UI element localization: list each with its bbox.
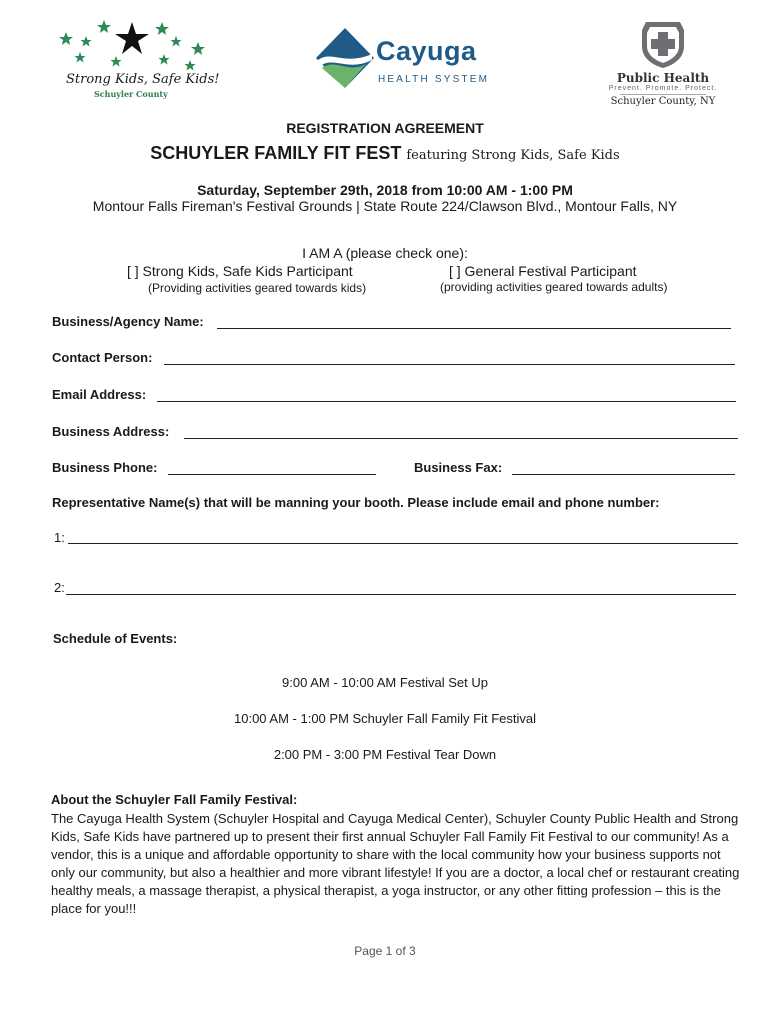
contact-person-field[interactable]	[164, 364, 735, 365]
schedule-title: Schedule of Events:	[53, 631, 178, 646]
shield-cross-icon	[638, 18, 688, 70]
business-fax-field[interactable]	[512, 474, 735, 475]
representative-1-label: 1:	[54, 530, 65, 545]
about-body: The Cayuga Health System (Schuyler Hospital and Cayuga Medical Center), Schuyler County Public Health and Strong Kids, Safe Kids have partnered up to present their first annual Schuyler Fall Family Fit Festival to our community! As a vendor, this is a unique and affordable opportunity to share with the local community how your business supports not only our community, but also a healthier and more vibrant lifestyle! If you are a doctor, a local chef or restaurant creating healthy meals, a massage therapist, a physical therapist, a yoga instructor, or any other fitting profession – this is the place for you!!!	[51, 811, 740, 916]
representative-2-label: 2:	[54, 580, 65, 595]
page-number: Page 1 of 3	[354, 944, 416, 958]
public-health-tagline: Prevent. Promote. Protect.	[608, 85, 718, 92]
event-name: SCHUYLER FAMILY FIT FEST	[150, 143, 402, 163]
representatives-instruction: Representative Name(s) that will be manning your booth. Please include email and phone number:	[52, 495, 660, 510]
stars-icon	[52, 18, 212, 74]
participant-prompt: I AM A (please check one):	[302, 245, 468, 261]
schedule-event-2: 10:00 AM - 1:00 PM Schuyler Fall Family Fit Festival	[234, 711, 536, 726]
contact-person-label: Contact Person:	[52, 350, 153, 365]
schedule-event-3: 2:00 PM - 3:00 PM Festival Tear Down	[273, 747, 497, 762]
cayuga-wave-icon	[314, 26, 376, 90]
cayuga-logo	[314, 24, 494, 92]
representative-2-field[interactable]	[66, 594, 736, 595]
business-address-label: Business Address:	[52, 424, 170, 439]
registration-title: REGISTRATION AGREEMENT	[286, 120, 484, 136]
representative-1-field[interactable]	[68, 543, 738, 544]
business-name-label: Business/Agency Name:	[52, 314, 204, 329]
schedule-event-1: 9:00 AM - 10:00 AM Festival Set Up	[282, 675, 488, 690]
event-venue: Montour Falls Fireman's Festival Grounds | State Route 224/Clawson Blvd., Montour Falls, NY	[92, 198, 678, 214]
public-health-divider	[620, 94, 706, 95]
event-title	[0, 143, 770, 164]
public-health-name: Public Health	[616, 71, 710, 85]
kids-logo-text: Strong Kids, Safe Kids!	[66, 72, 220, 87]
event-date: Saturday, September 29th, 2018 from 10:00 AM - 1:00 PM	[197, 182, 573, 198]
business-address-field[interactable]	[184, 438, 738, 439]
option-general-checkbox[interactable]: [ ] General Festival Participant	[449, 263, 637, 279]
email-label: Email Address:	[52, 387, 147, 402]
option-general-description: (providing activities geared towards adults)	[440, 280, 668, 294]
email-field[interactable]	[157, 401, 736, 402]
option-strong-kids-description: (Providing activities geared towards kids)	[148, 281, 367, 295]
cayuga-logo-subtitle: HEALTH SYSTEM	[378, 74, 490, 85]
option-strong-kids-checkbox[interactable]: [ ] Strong Kids, Safe Kids Participant	[127, 263, 353, 279]
about-title: About the Schuyler Fall Family Festival:	[51, 792, 298, 807]
strong-kids-logo	[52, 18, 220, 104]
kids-logo-county: Schuyler County	[94, 89, 168, 99]
business-phone-label: Business Phone:	[52, 460, 158, 475]
business-name-field[interactable]	[217, 328, 731, 329]
public-health-county: Schuyler County, NY	[610, 96, 716, 107]
event-featuring: featuring Strong Kids, Safe Kids	[406, 148, 620, 163]
cayuga-logo-name: Cayuga	[376, 36, 477, 66]
business-fax-label: Business Fax:	[414, 460, 503, 475]
public-health-logo	[608, 16, 718, 108]
business-phone-field[interactable]	[168, 474, 376, 475]
